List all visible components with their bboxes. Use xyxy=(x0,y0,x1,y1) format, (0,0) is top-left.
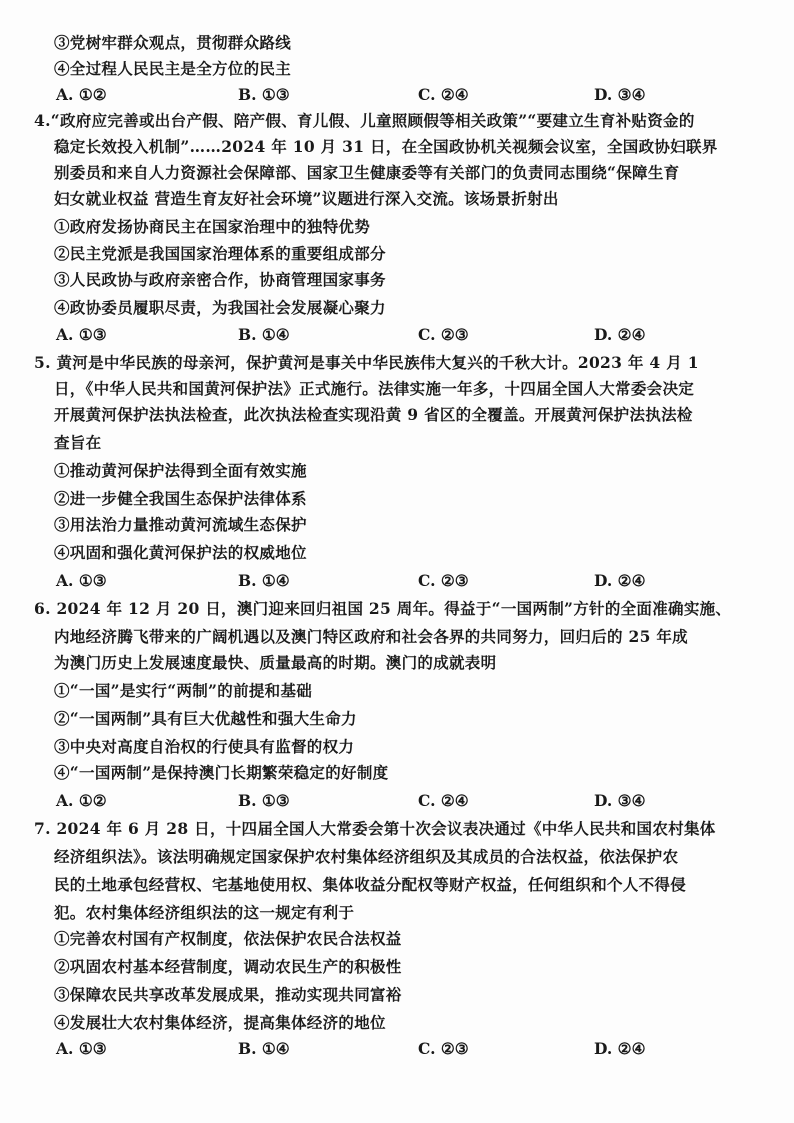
q4-option-3: ③人民政协与政府亲密合作，协商管理国家事务 xyxy=(54,270,386,289)
q7-choice-a: A. ①③ xyxy=(56,1039,107,1058)
q7-stem-line: 7. 2024 年 6 月 28 日，十四届全国人大常委会第十次会议表决通过《中华人民共和国农村集体 xyxy=(34,819,716,838)
q6-choice-d: D. ③④ xyxy=(594,791,646,810)
q5-option-4: ④巩固和强化黄河保护法的权威地位 xyxy=(54,543,307,562)
q6-option-3: ③中央对高度自治权的行使具有监督的权力 xyxy=(54,737,355,756)
q6-stem-line: 为澳门历史上发展速度最快、质量最高的时期。澳门的成就表明 xyxy=(54,653,497,672)
q7-option-2: ②巩固农村基本经营制度，调动农民生产的积极性 xyxy=(54,957,402,976)
q5-option-1: ①推动黄河保护法得到全面有效实施 xyxy=(54,461,307,480)
q6-choice-b: B. ①③ xyxy=(238,791,290,810)
q5-choice-c: C. ②③ xyxy=(418,571,469,590)
q4-choice-b: B. ①④ xyxy=(238,325,290,344)
q4-stem-line: 4.“政府应完善或出台产假、陪产假、育儿假、儿童照顾假等相关政策”“要建立生育补贴资金的 xyxy=(34,111,695,130)
q7-stem-line: 犯。农村集体经济组织法的这一规定有利于 xyxy=(54,903,355,922)
q5-choice-a: A. ①③ xyxy=(56,571,107,590)
q7-option-1: ①完善农村国有产权制度，依法保护农民合法权益 xyxy=(54,929,402,948)
q4-stem-line: 稳定长效投入机制”……2024 年 10 月 31 日，在全国政协机关视频会议室，全国政协妇联界 xyxy=(54,137,718,156)
q6-option-1: ①“一国”是实行“两制”的前提和基础 xyxy=(54,681,313,700)
q7-choice-b: B. ①④ xyxy=(238,1039,290,1058)
q4-stem-line: 别委员和来自人力资源社会保障部、国家卫生健康委等有关部门的负责同志围绕“保障生育 xyxy=(54,163,680,182)
q3-choice-a: A. ①② xyxy=(56,85,107,104)
q5-option-2: ②进一步健全我国生态保护法律体系 xyxy=(54,489,307,508)
q4-option-1: ①政府发扬协商民主在国家治理中的独特优势 xyxy=(54,217,371,236)
q4-choice-c: C. ②③ xyxy=(418,325,469,344)
q3-option-3: ③党树牢群众观点，贯彻群众路线 xyxy=(54,33,292,52)
q5-stem-line: 开展黄河保护法执法检查，此次执法检查实现沿黄 9 省区的全覆盖。开展黄河保护法执法检 xyxy=(54,405,693,424)
q5-stem-line: 5. 黄河是中华民族的母亲河，保护黄河是事关中华民族伟大复兴的千秋大计。2023 年 4 月 1 xyxy=(34,353,699,372)
q4-choice-a: A. ①③ xyxy=(56,325,107,344)
q6-choice-a: A. ①② xyxy=(56,791,107,810)
q3-choice-c: C. ②④ xyxy=(418,85,469,104)
q5-stem-line: 查旨在 xyxy=(54,433,102,452)
q5-option-3: ③用法治力量推动黄河流域生态保护 xyxy=(54,515,307,534)
q5-stem-line: 日，《中华人民共和国黄河保护法》正式施行。法律实施一年多，十四届全国人大常委会决定 xyxy=(54,379,695,398)
q6-option-2: ②“一国两制”具有巨大优越性和强大生命力 xyxy=(54,709,357,728)
q4-choice-d: D. ②④ xyxy=(594,325,646,344)
q7-stem-line: 民的土地承包经营权、宅基地使用权、集体收益分配权等财产权益，任何组织和个人不得侵 xyxy=(54,875,687,894)
q6-choice-c: C. ②④ xyxy=(418,791,469,810)
q4-option-4: ④政协委员履职尽责，为我国社会发展凝心聚力 xyxy=(54,298,386,317)
q4-stem-line: 妇女就业权益 营造生育友好社会环境”议题进行深入交流。该场景折射出 xyxy=(54,189,559,208)
q7-stem-line: 经济组织法》。该法明确规定国家保护农村集体经济组织及其成员的合法权益，依法保护农 xyxy=(54,847,679,866)
q6-stem-line: 6. 2024 年 12 月 20 日，澳门迎来回归祖国 25 周年。得益于“一国两制”方针的全面准确实施、 xyxy=(34,599,732,618)
q6-stem-line: 内地经济腾飞带来的广阔机遇以及澳门特区政府和社会各界的共同努力，回归后的 25 年成 xyxy=(54,627,688,646)
q5-choice-b: B. ①④ xyxy=(238,571,290,590)
q3-choice-b: B. ①③ xyxy=(238,85,290,104)
q7-choice-d: D. ②④ xyxy=(594,1039,646,1058)
q7-option-3: ③保障农民共享改革发展成果，推动实现共同富裕 xyxy=(54,985,402,1004)
q4-option-2: ②民主党派是我国国家治理体系的重要组成部分 xyxy=(54,244,386,263)
q6-option-4: ④“一国两制”是保持澳门长期繁荣稳定的好制度 xyxy=(54,763,389,782)
q3-option-4: ④全过程人民民主是全方位的民主 xyxy=(54,59,292,78)
q7-option-4: ④发展壮大农村集体经济，提高集体经济的地位 xyxy=(54,1013,386,1032)
q5-choice-d: D. ②④ xyxy=(594,571,646,590)
q3-choice-d: D. ③④ xyxy=(594,85,646,104)
q7-choice-c: C. ②③ xyxy=(418,1039,469,1058)
